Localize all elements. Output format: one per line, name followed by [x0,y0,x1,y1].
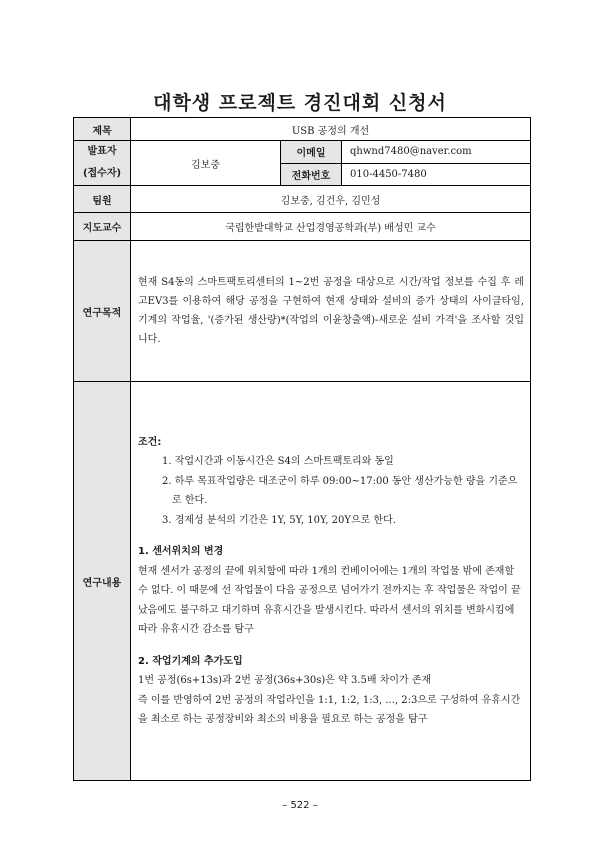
team-value: 김보중, 김건우, 김민성 [131,186,531,213]
team-label: 팀원 [74,186,131,213]
subject-value: USB 공정의 개선 [131,118,531,141]
phone-label: 전화번호 [281,163,342,186]
condition-item: 3. 경제성 분석의 기간은 1Y, 5Y, 10Y, 20Y으로 한다. [162,514,396,526]
purpose-text: 현재 S4동의 스마트팩토리센터의 1~2번 공정을 대상으로 시간/작업 정보를 수집 후 레고EV3를 이용하여 해당 공정을 구현하여 현재 상태와 설비의 증가 상태의 사이클타임, 기계의 작업율, '(증가된 생산량)*(작업의 이윤창출액)-새로운 설비 가격'을 조사할 것입니다. [138,277,525,345]
section1-text: 현재 센서가 공정의 끝에 위치함에 따라 1개의 컨베이어에는 1개의 작업물 밖에 존재할 수 없다. 이 때문에 선 작업물이 다음 공정으로 넘어가기 전까지는 후 작업물은 작업이 끝났음에도 불구하고 대기하며 유휴시간을 발생시킨다. 따라서 센서의 위치를 변화시킴에 따라 유휴시간 감소를 탐구 [138,565,521,635]
presenter-row [74,141,531,164]
content-body [131,433,530,730]
presenter-label-line1: 발표자 [87,146,117,157]
conditions-heading: 조건: [138,436,162,448]
conditions-list [138,452,524,530]
section2-line1: 1번 공정(6s+13s)과 2번 공정(36s+30s)은 약 3.5배 차이가 존재 [138,675,432,686]
condition-item: 2. 하루 목표작업량은 대조군이 하루 09:00~17:00 동안 생산가능한 량을 기준으로 한다. [162,475,518,506]
section1-heading: 1. 센서위치의 변경 [138,546,224,557]
content-label: 연구내용 [74,382,131,781]
presenter-label-line2: (접수자) [82,168,122,179]
condition-item: 1. 작업시간과 이동시간은 S4의 스마트팩토리와 동일 [162,456,394,467]
application-form-table [73,117,531,781]
team-row [74,186,531,213]
content-row [74,382,531,781]
presenter-label [74,141,131,186]
subject-label: 제목 [74,118,131,141]
email-value: qhwnd7480@naver.com [342,141,531,164]
page-title: 대학생 프로젝트 경진대회 신청서 [153,92,447,114]
advisor-label: 지도교수 [74,213,131,241]
subject-row [74,118,531,141]
purpose-cell [131,241,531,382]
email-label: 이메일 [281,141,342,164]
section2-heading: 2. 작업기계의 추가도입 [138,655,243,667]
phone-value: 010-4450-7480 [342,163,531,186]
content-cell [131,382,531,781]
advisor-value: 국립한밭대학교 산업경영공학과(부) 배성민 교수 [131,213,531,241]
presenter-value: 김보중 [131,141,281,186]
purpose-row [74,241,531,382]
section2-text: 즉 이를 반영하여 2번 공정의 작업라인을 1:1, 1:2, 1:3, ..., 2:3으로 구성하여 유휴시간을 최소로 하는 공정장비와 최소의 비용을 필요로 하는 공정을 탐구 [138,694,521,725]
advisor-row [74,213,531,241]
page-number: – 522 – [282,800,318,811]
purpose-label: 연구목적 [74,241,131,382]
